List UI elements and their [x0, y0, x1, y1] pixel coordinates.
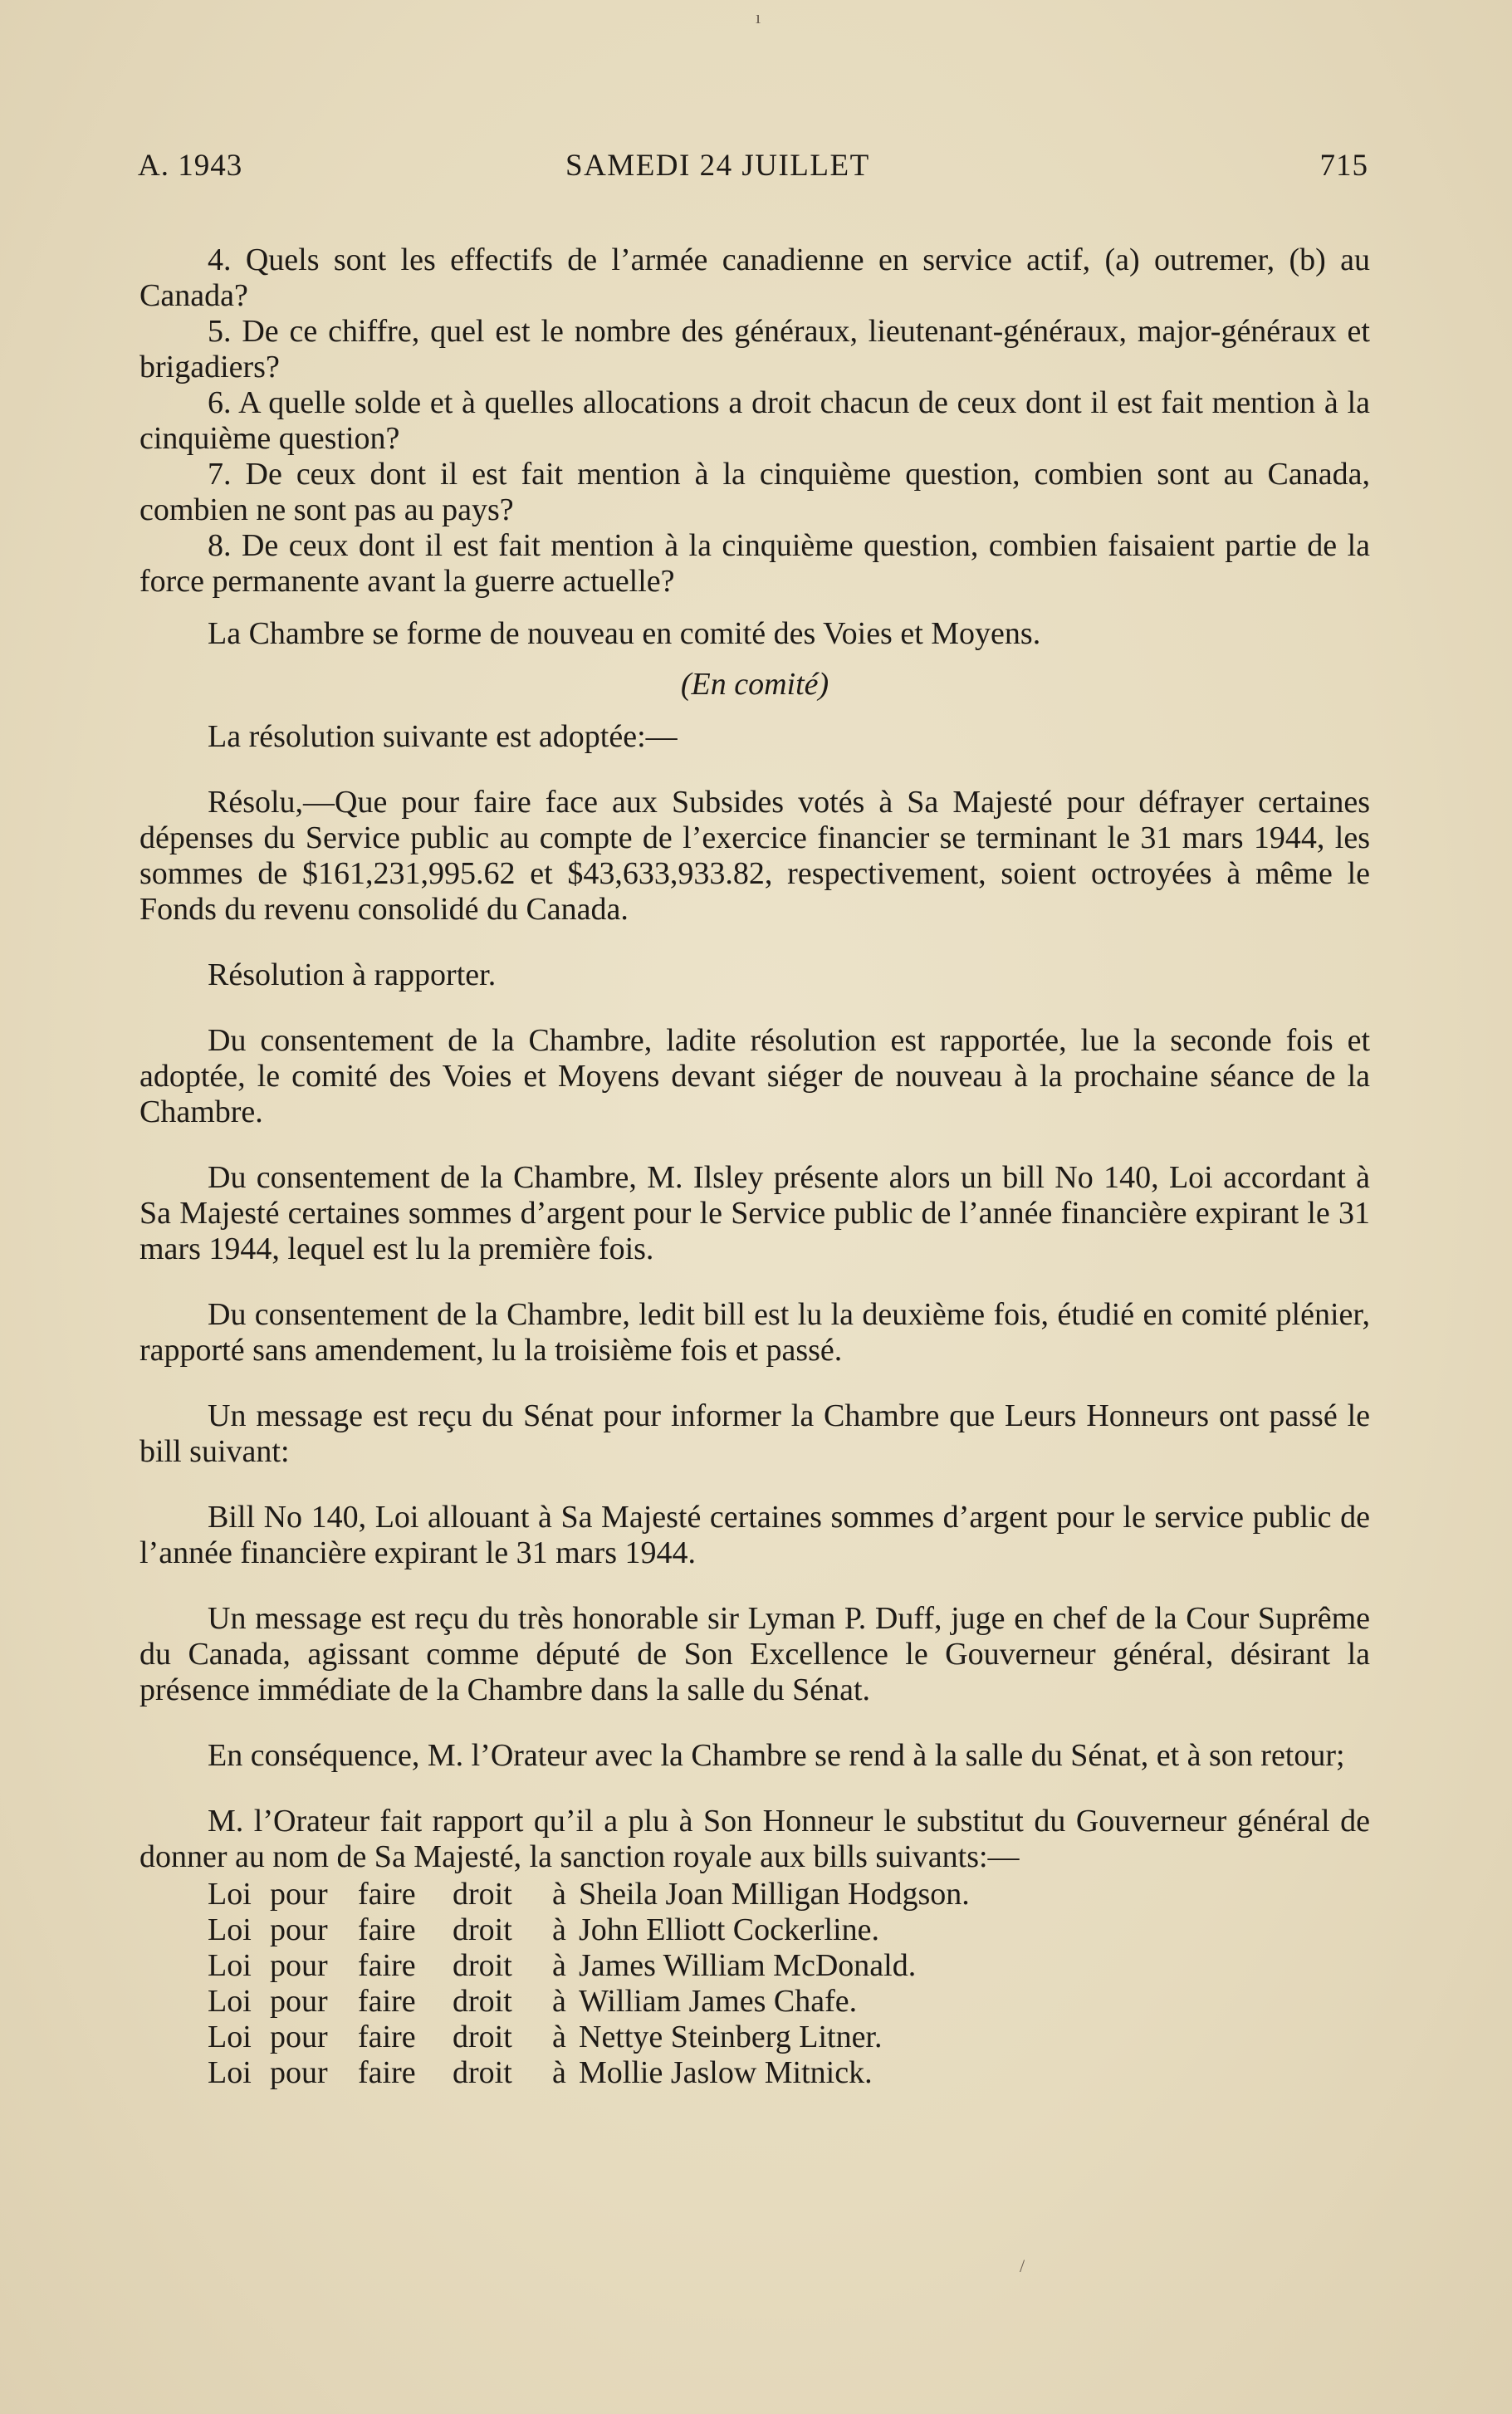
bill-word-droit: droit: [453, 1984, 512, 2019]
bill-word-a: à: [552, 1877, 566, 1912]
header-year: A. 1943: [138, 149, 243, 183]
bill-beneficiary: William James Chafe.: [579, 1984, 858, 2019]
in-committee-heading: (En comité): [680, 667, 829, 702]
assented-bills-list: [139, 1877, 1370, 2091]
bill-beneficiary: James William McDonald.: [579, 1948, 917, 1983]
print-speck: /: [1020, 2255, 1025, 2276]
list-item: [208, 2020, 1370, 2055]
list-item: [208, 1948, 1370, 1984]
page-number: 715: [1319, 149, 1368, 183]
list-item: [208, 1984, 1370, 2020]
consent-bill-first-paragraph: Du consentement de la Chambre, M. Ilsley présente alors un bill No 140, Loi accordant à Sa Majesté certaines sommes d’argent pour le Service public de l’année financière expirant le 31 mars 1944, lequel est lu la première fois.: [139, 1160, 1370, 1266]
bill-word-droit: droit: [453, 1877, 512, 1912]
bill-beneficiary: John Elliott Cockerline.: [579, 1912, 880, 1947]
bill-word-pour: pour: [270, 1877, 328, 1912]
bill-word-droit: droit: [453, 2020, 512, 2054]
consequence-paragraph: En conséquence, M. l’Orateur avec la Chambre se rend à la salle du Sénat, et à son retour;: [208, 1738, 1345, 1773]
bill-beneficiary: Mollie Jaslow Mitnick.: [579, 2055, 873, 2090]
bill-word-droit: droit: [453, 1948, 512, 1983]
senate-message-paragraph: Un message est reçu du Sénat pour informer la Chambre que Leurs Honneurs ont passé le bill suivant:: [139, 1398, 1370, 1469]
consent-bill-second-paragraph: Du consentement de la Chambre, ledit bill est lu la deuxième fois, étudié en comité plénier, rapporté sans amendement, lu la troisième fois et passé.: [139, 1297, 1370, 1368]
list-item: [208, 1912, 1370, 1948]
bill-word-faire: faire: [358, 1948, 416, 1983]
bill-word-faire: faire: [358, 1912, 416, 1947]
bill-140-paragraph: Bill No 140, Loi allouant à Sa Majesté certaines sommes d’argent pour le service public de l’année financière expirant le 31 mars 1944.: [139, 1500, 1370, 1570]
committee-forms-paragraph: La Chambre se forme de nouveau en comité des Voies et Moyens.: [208, 616, 1041, 651]
bill-word-a: à: [552, 1948, 566, 1983]
question-8: 8. De ceux dont il est fait mention à la cinquième question, combien faisaient partie de la force permanente avant la guerre actuelle?: [139, 528, 1370, 599]
resolution-adopted-paragraph: La résolution suivante est adoptée:—: [208, 719, 678, 754]
bill-word-droit: droit: [453, 2055, 512, 2090]
question-7: 7. De ceux dont il est fait mention à la cinquième question, combien sont au Canada, combien ne sont pas au pays?: [139, 457, 1370, 527]
question-6: 6. A quelle solde et à quelles allocations a droit chacun de ceux dont il est fait mention à la cinquième question?: [139, 385, 1370, 456]
bill-word-faire: faire: [358, 2020, 416, 2054]
bill-word-faire: faire: [358, 2055, 416, 2090]
page-header: [138, 148, 1368, 189]
header-date: SAMEDI 24 JUILLET: [565, 149, 870, 183]
bill-word-pour: pour: [270, 2020, 328, 2054]
bill-word-faire: faire: [358, 1877, 416, 1912]
page-body: [139, 242, 1370, 2091]
print-speck: ı: [756, 7, 761, 27]
bill-word-loi: Loi: [208, 1948, 252, 1983]
bill-word-droit: droit: [453, 1912, 512, 1947]
bill-word-loi: Loi: [208, 1984, 252, 2019]
bill-word-loi: Loi: [208, 1877, 252, 1912]
question-4: 4. Quels sont les effectifs de l’armée canadienne en service actif, (a) outremer, (b) au Canada?: [139, 242, 1370, 313]
bill-word-loi: Loi: [208, 2020, 252, 2054]
bill-word-pour: pour: [270, 1948, 328, 1983]
to-report-paragraph: Résolution à rapporter.: [208, 957, 497, 992]
bill-word-pour: pour: [270, 2055, 328, 2090]
bill-beneficiary: Sheila Joan Milligan Hodgson.: [579, 1877, 970, 1912]
bill-word-pour: pour: [270, 1984, 328, 2019]
bill-word-loi: Loi: [208, 1912, 252, 1947]
question-5: 5. De ce chiffre, quel est le nombre des généraux, lieutenant-généraux, major-généraux et brigadiers?: [139, 314, 1370, 384]
bill-word-loi: Loi: [208, 2055, 252, 2090]
bill-word-a: à: [552, 2055, 566, 2090]
list-item: [208, 1877, 1370, 1912]
speaker-report-paragraph: M. l’Orateur fait rapport qu’il a plu à Son Honneur le substitut du Gouverneur général de donner au nom de Sa Majesté, la sanction royale aux bills suivants:—: [139, 1804, 1370, 1874]
bill-beneficiary: Nettye Steinberg Litner.: [579, 2020, 883, 2054]
bill-word-a: à: [552, 1984, 566, 2019]
resolved-paragraph: Résolu,—Que pour faire face aux Subsides votés à Sa Majesté pour défrayer certaines dépenses du Service public au compte de l’exercice financier se terminant le 31 mars 1944, les sommes de $161,231,995.62 et $43,633,933.82, respectivement, soient octroyées à même le Fonds du revenu consolidé du Canada.: [139, 785, 1370, 927]
consent-resolution-paragraph: Du consentement de la Chambre, ladite résolution est rapportée, lue la seconde fois et adoptée, le comité des Voies et Moyens devant siéger de nouveau à la prochaine séance de la Chambre.: [139, 1023, 1370, 1129]
bill-word-faire: faire: [358, 1984, 416, 2019]
bill-word-a: à: [552, 1912, 566, 1947]
duff-message-paragraph: Un message est reçu du très honorable sir Lyman P. Duff, juge en chef de la Cour Suprême du Canada, agissant comme député de Son Excellence le Gouverneur général, désirant la présence immédiate de la Chambre dans la salle du Sénat.: [139, 1601, 1370, 1707]
list-item: [208, 2055, 1370, 2091]
bill-word-a: à: [552, 2020, 566, 2054]
bill-word-pour: pour: [270, 1912, 328, 1947]
